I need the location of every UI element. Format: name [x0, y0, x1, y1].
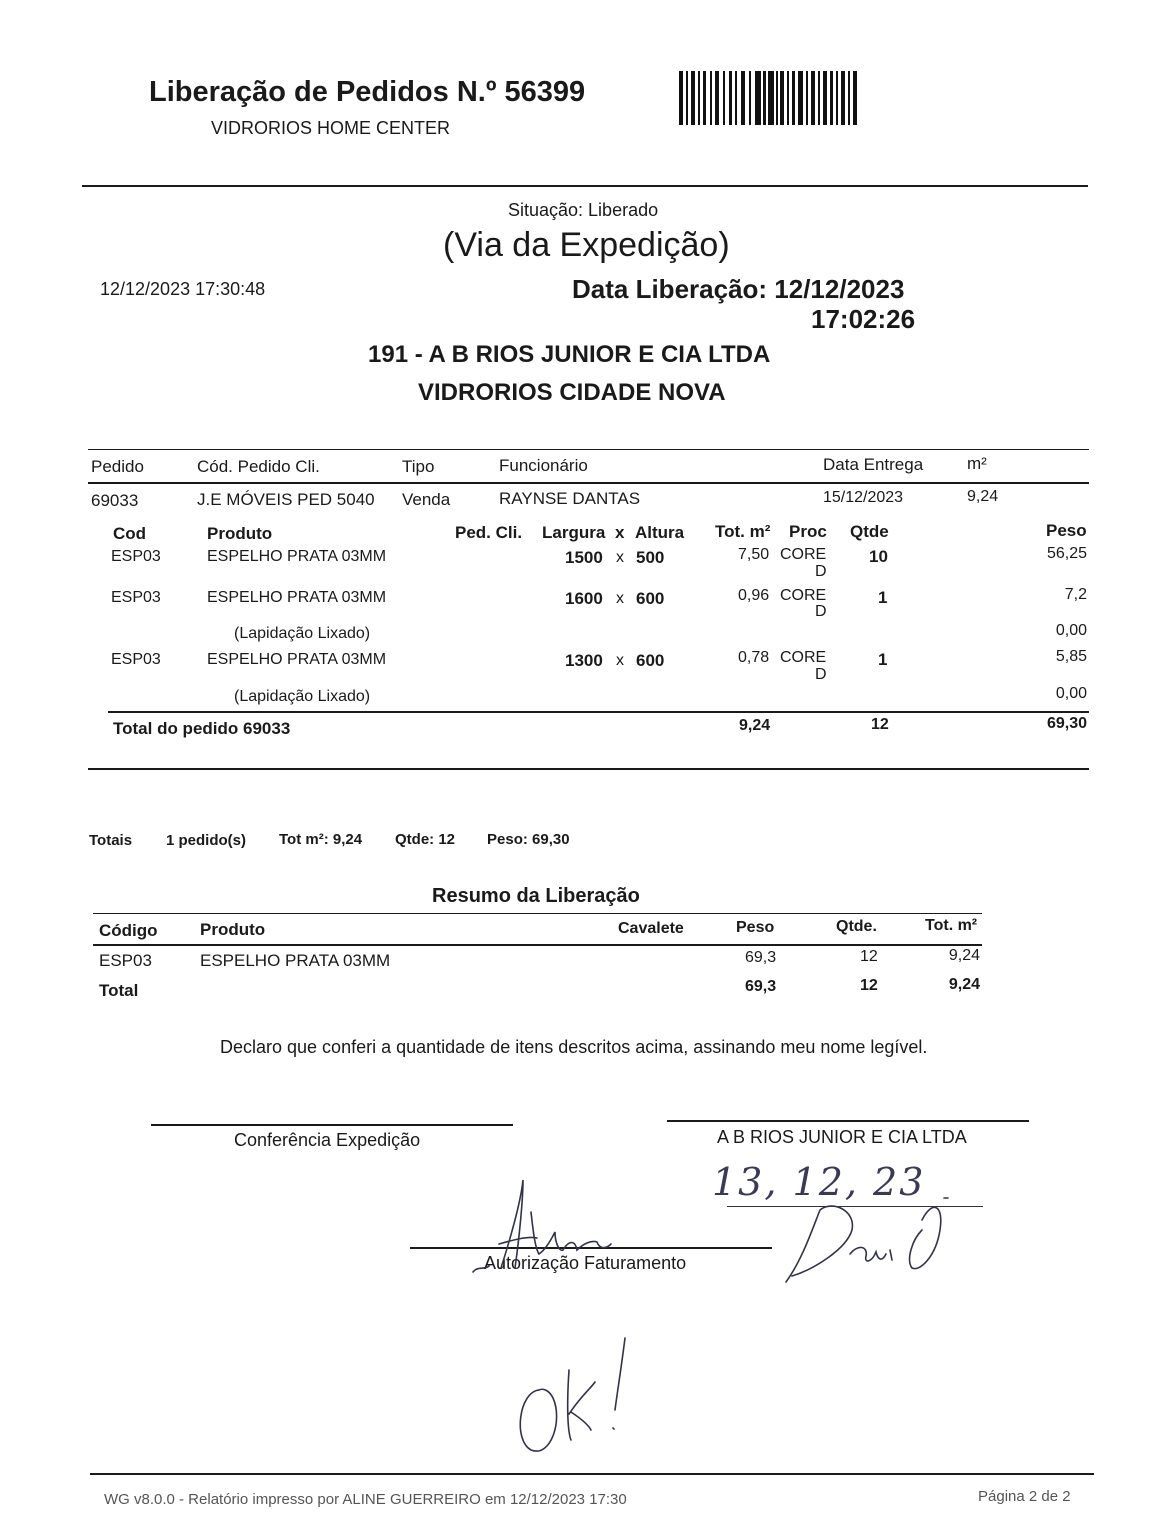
summary-total-label: Total — [99, 981, 139, 1000]
item-peso: 5,85 — [1055, 648, 1087, 665]
order-total-label: Total do pedido 69033 — [113, 719, 291, 738]
summary-col-cavalete: Cavalete — [618, 920, 684, 937]
summary-total-tot-m2: 9,24 — [948, 976, 980, 993]
col-cod-pedido-cli: Cód. Pedido Cli. — [197, 457, 320, 476]
col-altura: Altura — [635, 523, 685, 542]
totals-qtde: Qtde: 12 — [395, 831, 456, 848]
col-data-entrega: Data Entrega — [823, 455, 924, 474]
item-altura: 500 — [636, 548, 665, 567]
totals-pedidos: 1 pedido(s) — [166, 832, 247, 849]
col-proc: Proc — [789, 522, 827, 541]
item-qtde: 1 — [878, 588, 888, 607]
summary-top — [93, 913, 982, 914]
barcode — [679, 71, 859, 127]
handwritten-ok-icon — [505, 1330, 645, 1460]
summary-total-peso: 69,3 — [745, 978, 777, 995]
summary-col-qtde: Qtde. — [836, 918, 877, 935]
signature-conferencia-label: Conferência Expedição — [234, 1130, 421, 1150]
item-altura: 600 — [636, 589, 665, 608]
summary-col-peso: Peso — [736, 919, 775, 936]
item-largura: 1300 — [565, 651, 603, 670]
item-x: x — [616, 549, 624, 566]
item-cod: ESP03 — [111, 651, 161, 668]
signature-aline-icon — [465, 1170, 625, 1280]
summary-header-divider — [93, 944, 982, 946]
totals-label: Totais — [89, 832, 133, 849]
status-label: Situação: Liberado — [508, 200, 659, 220]
item-proc-suffix: D — [815, 666, 827, 683]
order-header-divider — [88, 482, 1089, 484]
col-cod: Cod — [113, 524, 147, 543]
item-peso: 7,2 — [1064, 586, 1087, 603]
summary-total-qtde: 12 — [860, 977, 878, 994]
summary-qtde: 12 — [860, 948, 878, 965]
item-proc-suffix: D — [815, 563, 827, 580]
client-branch: VIDRORIOS CIDADE NOVA — [418, 379, 726, 406]
signature-line-company — [667, 1120, 1029, 1122]
summary-codigo: ESP03 — [99, 951, 152, 970]
order-table-top — [88, 449, 1089, 450]
col-pedido: Pedido — [91, 457, 144, 476]
item-tot-m2: 7,50 — [738, 546, 770, 563]
order-funcionario: RAYNSE DANTAS — [499, 489, 641, 508]
item-produto: ESPELHO PRATA 03MM — [207, 651, 387, 668]
document-title: Liberação de Pedidos N.º 56399 — [149, 76, 586, 108]
item-proc-suffix: D — [815, 603, 827, 620]
item-cod: ESP03 — [111, 548, 161, 565]
item-produto: ESPELHO PRATA 03MM — [207, 589, 387, 606]
footer-divider — [90, 1473, 1094, 1475]
order-total-divider — [108, 711, 1089, 713]
item-qtde: 10 — [869, 547, 888, 566]
item-process-peso: 0,00 — [1055, 685, 1087, 702]
col-m2: m² — [967, 454, 987, 473]
col-ped-cli: Ped. Cli. — [455, 523, 523, 542]
items-table-bottom — [88, 768, 1089, 770]
order-total-m2: 9,24 — [739, 717, 771, 734]
item-proc: CORE — [780, 587, 827, 604]
col-largura: Largura — [542, 523, 606, 542]
declaration-text: Declaro que conferi a quantidade de itens descritos acima, assinando meu nome legível. — [220, 1037, 928, 1057]
signature-company-label: A B RIOS JUNIOR E CIA LTDA — [717, 1127, 967, 1147]
item-largura: 1500 — [565, 548, 603, 567]
summary-title: Resumo da Liberação — [432, 885, 640, 907]
print-datetime: 12/12/2023 17:30:48 — [100, 279, 266, 299]
handwritten-date: 13, 12, 23 — [712, 1160, 926, 1204]
item-process-peso: 0,00 — [1055, 622, 1087, 639]
footer-printed-by: WG v8.0.0 - Relatório impresso por ALINE GUERREIRO em 12/12/2023 17:30 — [104, 1491, 627, 1508]
item-cod: ESP03 — [111, 589, 161, 606]
item-altura: 600 — [636, 651, 665, 670]
summary-produto: ESPELHO PRATA 03MM — [200, 951, 391, 970]
col-x: x — [615, 523, 625, 542]
summary-col-produto: Produto — [200, 920, 266, 939]
totals-m2: Tot m²: 9,24 — [279, 831, 363, 848]
company-name: VIDRORIOS HOME CENTER — [211, 118, 451, 138]
order-cod-pedido-cli: J.E MÓVEIS PED 5040 — [197, 490, 375, 509]
col-peso: Peso — [1046, 521, 1087, 540]
signature-autorizacao-label: Autorização Faturamento — [484, 1253, 687, 1273]
order-data-entrega: 15/12/2023 — [823, 489, 904, 506]
col-produto: Produto — [207, 524, 273, 543]
summary-col-codigo: Código — [99, 921, 158, 940]
summary-peso: 69,3 — [745, 949, 777, 966]
item-proc: CORE — [780, 649, 827, 666]
footer-page-number: Página 2 de 2 — [978, 1488, 1071, 1505]
release-time: 17:02:26 — [811, 304, 916, 334]
summary-col-tot-m2: Tot. m² — [925, 917, 978, 934]
order-total-peso: 69,30 — [1046, 715, 1087, 732]
item-tot-m2: 0,96 — [738, 587, 770, 604]
col-tot-m2: Tot. m² — [715, 522, 771, 541]
item-qtde: 1 — [878, 650, 888, 669]
release-date: Data Liberação: 12/12/2023 — [572, 274, 905, 304]
item-peso: 56,25 — [1046, 545, 1087, 562]
client-name: 191 - A B RIOS JUNIOR E CIA LTDA — [368, 341, 771, 368]
col-funcionario: Funcionário — [499, 456, 588, 475]
item-process-note: (Lapidação Lixado) — [234, 688, 371, 705]
item-tot-m2: 0,78 — [738, 649, 770, 666]
order-m2: 9,24 — [967, 488, 999, 505]
item-largura: 1600 — [565, 589, 603, 608]
col-tipo: Tipo — [402, 457, 435, 476]
order-tipo: Venda — [402, 490, 451, 509]
copy-label: (Via da Expedição) — [443, 226, 730, 264]
signature-david-icon — [772, 1190, 952, 1290]
item-x: x — [616, 652, 624, 669]
order-total-qtde: 12 — [871, 716, 889, 733]
col-qtde: Qtde — [850, 522, 889, 541]
totals-peso: Peso: 69,30 — [487, 831, 570, 848]
item-produto: ESPELHO PRATA 03MM — [207, 548, 387, 565]
signature-line-conferencia — [151, 1124, 513, 1126]
summary-tot-m2: 9,24 — [948, 947, 980, 964]
item-x: x — [616, 590, 624, 607]
header-divider — [82, 185, 1088, 187]
item-proc: CORE — [780, 546, 827, 563]
order-pedido: 69033 — [91, 491, 139, 510]
item-process-note: (Lapidação Lixado) — [234, 625, 371, 642]
